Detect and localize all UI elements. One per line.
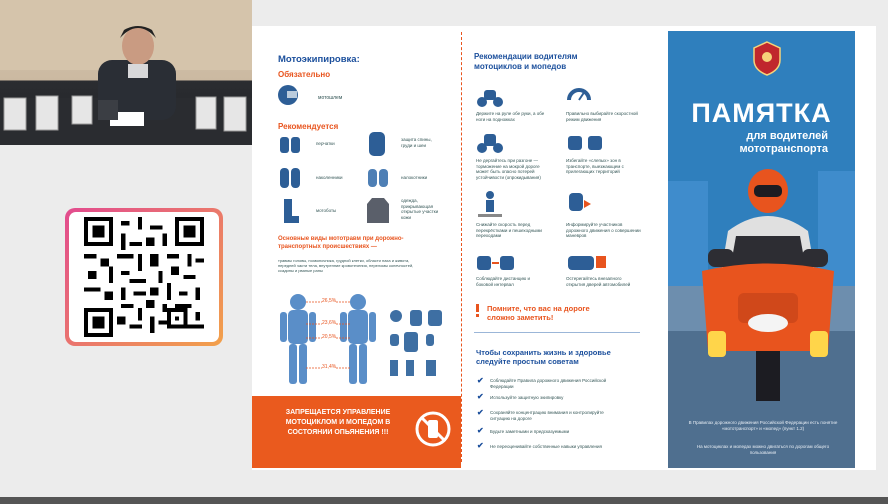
check-icon: ✔ bbox=[477, 408, 484, 417]
boots-icon bbox=[280, 198, 300, 224]
rec-item-4: Избегайте «слепых» зон в транспорте, выезжающем с прилегающих территорий bbox=[566, 158, 624, 175]
back-protector-icon bbox=[366, 131, 388, 157]
blind-zone-icon bbox=[566, 130, 606, 154]
rec-item-5: Снижайте скорость перед перекрёстками и пешеходными переходами bbox=[476, 222, 542, 239]
memo-foot: На мотоциклах и мопедах можно двигаться по дорогам общего пользования bbox=[696, 444, 830, 455]
memo-cover bbox=[668, 31, 855, 468]
equipment-title: Мотоэкипировка: bbox=[278, 54, 360, 65]
boots-label: мотоботы bbox=[316, 208, 337, 213]
memo-rule: В Правилах дорожного движения Российской Федерации есть понятие «мототранспорт» и «мопед» (пункт 1.2) bbox=[688, 420, 838, 431]
warning-icon bbox=[472, 304, 484, 318]
clothes-label: одежда, прикрывающая открытые участки кожи bbox=[401, 198, 439, 220]
mandatory-heading: Обязательно bbox=[278, 70, 331, 79]
qr-code[interactable] bbox=[69, 212, 219, 342]
speedometer-icon bbox=[566, 82, 592, 106]
rec-item-1: Держите на руле обе руки, а обе ноги на подножках bbox=[476, 111, 545, 122]
gloves-icon bbox=[278, 133, 302, 155]
qr-code-frame bbox=[65, 208, 223, 346]
no-alcohol-icon bbox=[414, 410, 452, 448]
gloves-label: перчатки bbox=[316, 141, 335, 146]
rec-item-6: Информируйте участников дорожного движения о совершении маневров bbox=[566, 222, 641, 239]
pct-abdomen: 20,5% bbox=[322, 334, 337, 340]
knee-label: наколенники bbox=[316, 175, 343, 180]
braking-icon bbox=[476, 130, 504, 154]
advice-3: Сохраняйте концентрацию внимания и контролируйте ситуацию на дороге bbox=[490, 410, 604, 421]
advice-4: Будьте заметными и предсказуемыми bbox=[490, 429, 570, 434]
rec-item-8: Остерегайтесь внезапного открытия дверей автомобилей bbox=[566, 276, 631, 287]
check-icon: ✔ bbox=[477, 426, 484, 435]
bottom-bar bbox=[0, 497, 888, 504]
elbow-label: налокотники bbox=[401, 175, 428, 180]
recommended-heading: Рекомендуется bbox=[278, 122, 339, 131]
remember-text: Помните, что вас на дороге сложно заметить! bbox=[487, 304, 590, 323]
car-door-icon bbox=[566, 250, 610, 274]
motorcyclist-illustration bbox=[668, 31, 855, 468]
ban-text: ЗАПРЕЩАЕТСЯ УПРАВЛЕНИЕ МОТОЦИКЛОМ И МОПЕДОМ В СОСТОЯНИИ ОПЬЯНЕНИЯ !!! bbox=[285, 409, 391, 437]
injury-text: травмы головы, позвоночника, грудной клетки, области паха и живота, передней части тела, внутренние кровотечения, переломы конечностей, ссадины и рваные раны bbox=[278, 258, 414, 273]
pct-head: 26,5% bbox=[322, 298, 337, 304]
jacket-icon bbox=[366, 196, 390, 224]
qr-code-icon bbox=[79, 217, 209, 337]
pct-legs: 31,4% bbox=[322, 364, 337, 370]
advice-title: Чтобы сохранить жизнь и здоровье следуйте простым советам bbox=[476, 348, 611, 367]
rec-item-7: Соблюдайте дистанцию и боковой интервал bbox=[476, 276, 531, 287]
check-icon: ✔ bbox=[477, 441, 484, 450]
speaker-video bbox=[0, 0, 252, 145]
elbow-pads-icon bbox=[366, 166, 390, 190]
rec-item-2: Правильно выбирайте скоростной режим движения bbox=[566, 111, 638, 122]
advice-5: Не переоценивайте собственные навыки управления bbox=[490, 444, 602, 449]
traffic-police-emblem-icon bbox=[752, 40, 782, 76]
helmet-label: мотошлем bbox=[318, 95, 343, 101]
memo-title: ПАМЯТКА bbox=[691, 98, 832, 128]
rec-item-3: Не дергайтесь при разгоне — торможение на мокрой дороге может быть опасно потерей устойчивости (опрокидывания) bbox=[476, 158, 541, 180]
section-divider bbox=[474, 332, 640, 333]
knee-pads-icon bbox=[278, 166, 302, 190]
turn-signal-icon bbox=[566, 190, 592, 216]
advice-2: Используйте защитную экипировку bbox=[490, 395, 564, 400]
check-icon: ✔ bbox=[477, 392, 484, 401]
distance-icon bbox=[476, 252, 516, 274]
helmet-icon bbox=[277, 84, 299, 106]
advice-1: Соблюдайте Правила дорожного движения Российской Федерации bbox=[490, 378, 607, 389]
column-divider bbox=[461, 32, 462, 462]
injury-title: Основные виды мототравм при дорожно-транспортных происшествиях — bbox=[278, 236, 404, 250]
pedestrian-icon bbox=[478, 190, 502, 218]
protection-label: защита спины, груди и шеи bbox=[401, 137, 432, 148]
pct-chest: 23,6% bbox=[322, 320, 337, 326]
motorcycle-icon bbox=[476, 84, 504, 108]
gear-set-icon bbox=[386, 308, 446, 380]
speaker-video-frame bbox=[0, 0, 252, 145]
recommendations-title: Рекомендации водителям мотоциклов и мопедов bbox=[474, 52, 578, 71]
check-icon: ✔ bbox=[477, 376, 484, 385]
memo-subtitle: для водителей мототранспорта bbox=[739, 130, 828, 156]
